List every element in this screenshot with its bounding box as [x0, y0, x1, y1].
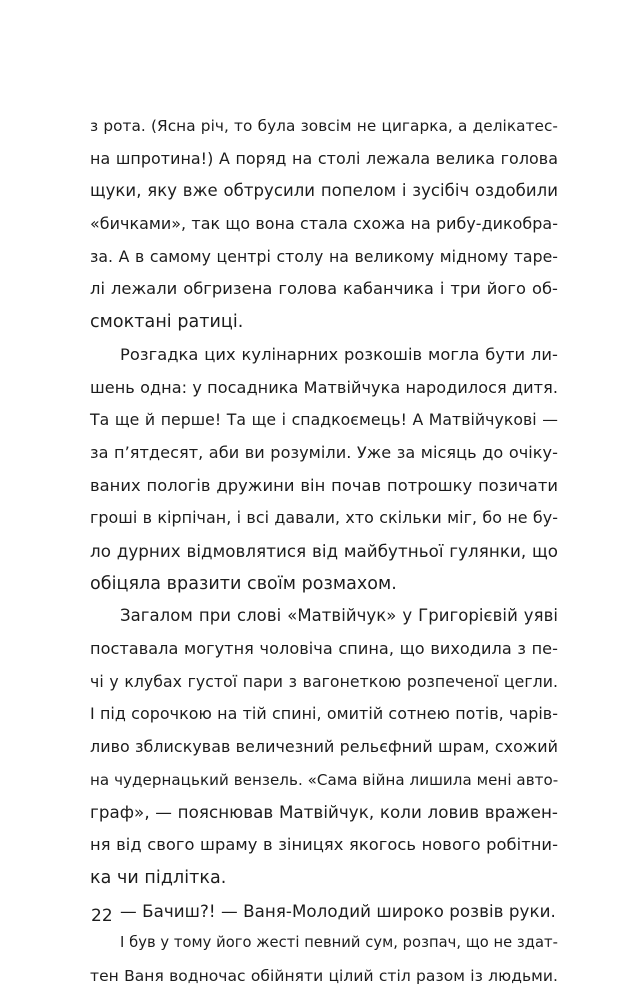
body-text	[90, 110, 558, 993]
text-line: Загалом при слові «Матвійчук» у Григорієвій уяві	[120, 606, 558, 626]
text-line: граф», — пояснював Матвійчук, коли ловив вражен-	[90, 802, 558, 823]
text-line: ваних пологів дружини він почав потрошку позичати	[90, 475, 558, 495]
text-line: на шпротина!) А поряд на столі лежала велика голова	[90, 148, 558, 168]
text-line: обіцяла вразити своїм розмахом.	[90, 573, 397, 594]
text-line: І під сорочкою на тій спині, омитій сотнею потів, чарів-	[90, 704, 558, 724]
text-line: шень одна: у посадника Матвійчука народилося дитя.	[90, 377, 558, 397]
text-line: чі у клубах густої пари з вагонеткою розпеченої цегли.	[90, 671, 558, 691]
text-line: за п’ятдесят, аби ви розуміли. Уже за місяць до очіку-	[90, 442, 558, 462]
text-line: — Бачиш?! — Ваня-Молодий широко розвів руки.	[120, 900, 556, 921]
text-line: ло дурних відмовлятися від майбутньої гулянки, що	[90, 540, 558, 561]
text-line: тен Ваня водночас обійняти цілий стіл разом із людьми.	[90, 966, 558, 985]
text-line: лі лежали обгризена голова кабанчика і три його об-	[90, 279, 558, 299]
text-line: поставала могутня чоловіча спина, що виходила з пе-	[90, 639, 558, 658]
text-line: ливо зблискував величезний рельєфний шрам, схожий	[90, 737, 558, 757]
text-line: ка чи підлітка.	[90, 867, 227, 888]
text-line: Розгадка цих кулінарних розкошів могла бути ли-	[120, 344, 558, 364]
text-line: смоктані ратиці.	[90, 312, 244, 333]
text-line: ня від свого шраму в зіницях якогось нового робітни-	[90, 835, 558, 855]
page-number: 22	[91, 906, 113, 926]
text-line: І був у тому його жесті певний сум, розпач, що не здат-	[120, 934, 558, 952]
text-line: на чудернацький вензель. «Сама війна лишила мені авто-	[90, 770, 559, 789]
text-line: щуки, яку вже обтрусили попелом і зусібіч оздобили	[90, 181, 558, 201]
text-line: «бичками», так що вона стала схожа на рибу-дикобра-	[90, 214, 558, 234]
text-line: з рота. (Ясна річ, то була зовсім не цигарка, а делікатес-	[90, 117, 558, 135]
text-line: за. А в самому центрі столу на великому мідному таре-	[90, 246, 558, 266]
text-line: гроші в кірпічан, і всі давали, хто скільки міг, бо не бу-	[90, 508, 558, 528]
text-line: Та ще й перше! Та ще і спадкоємець! А Матвійчукові —	[90, 410, 558, 430]
